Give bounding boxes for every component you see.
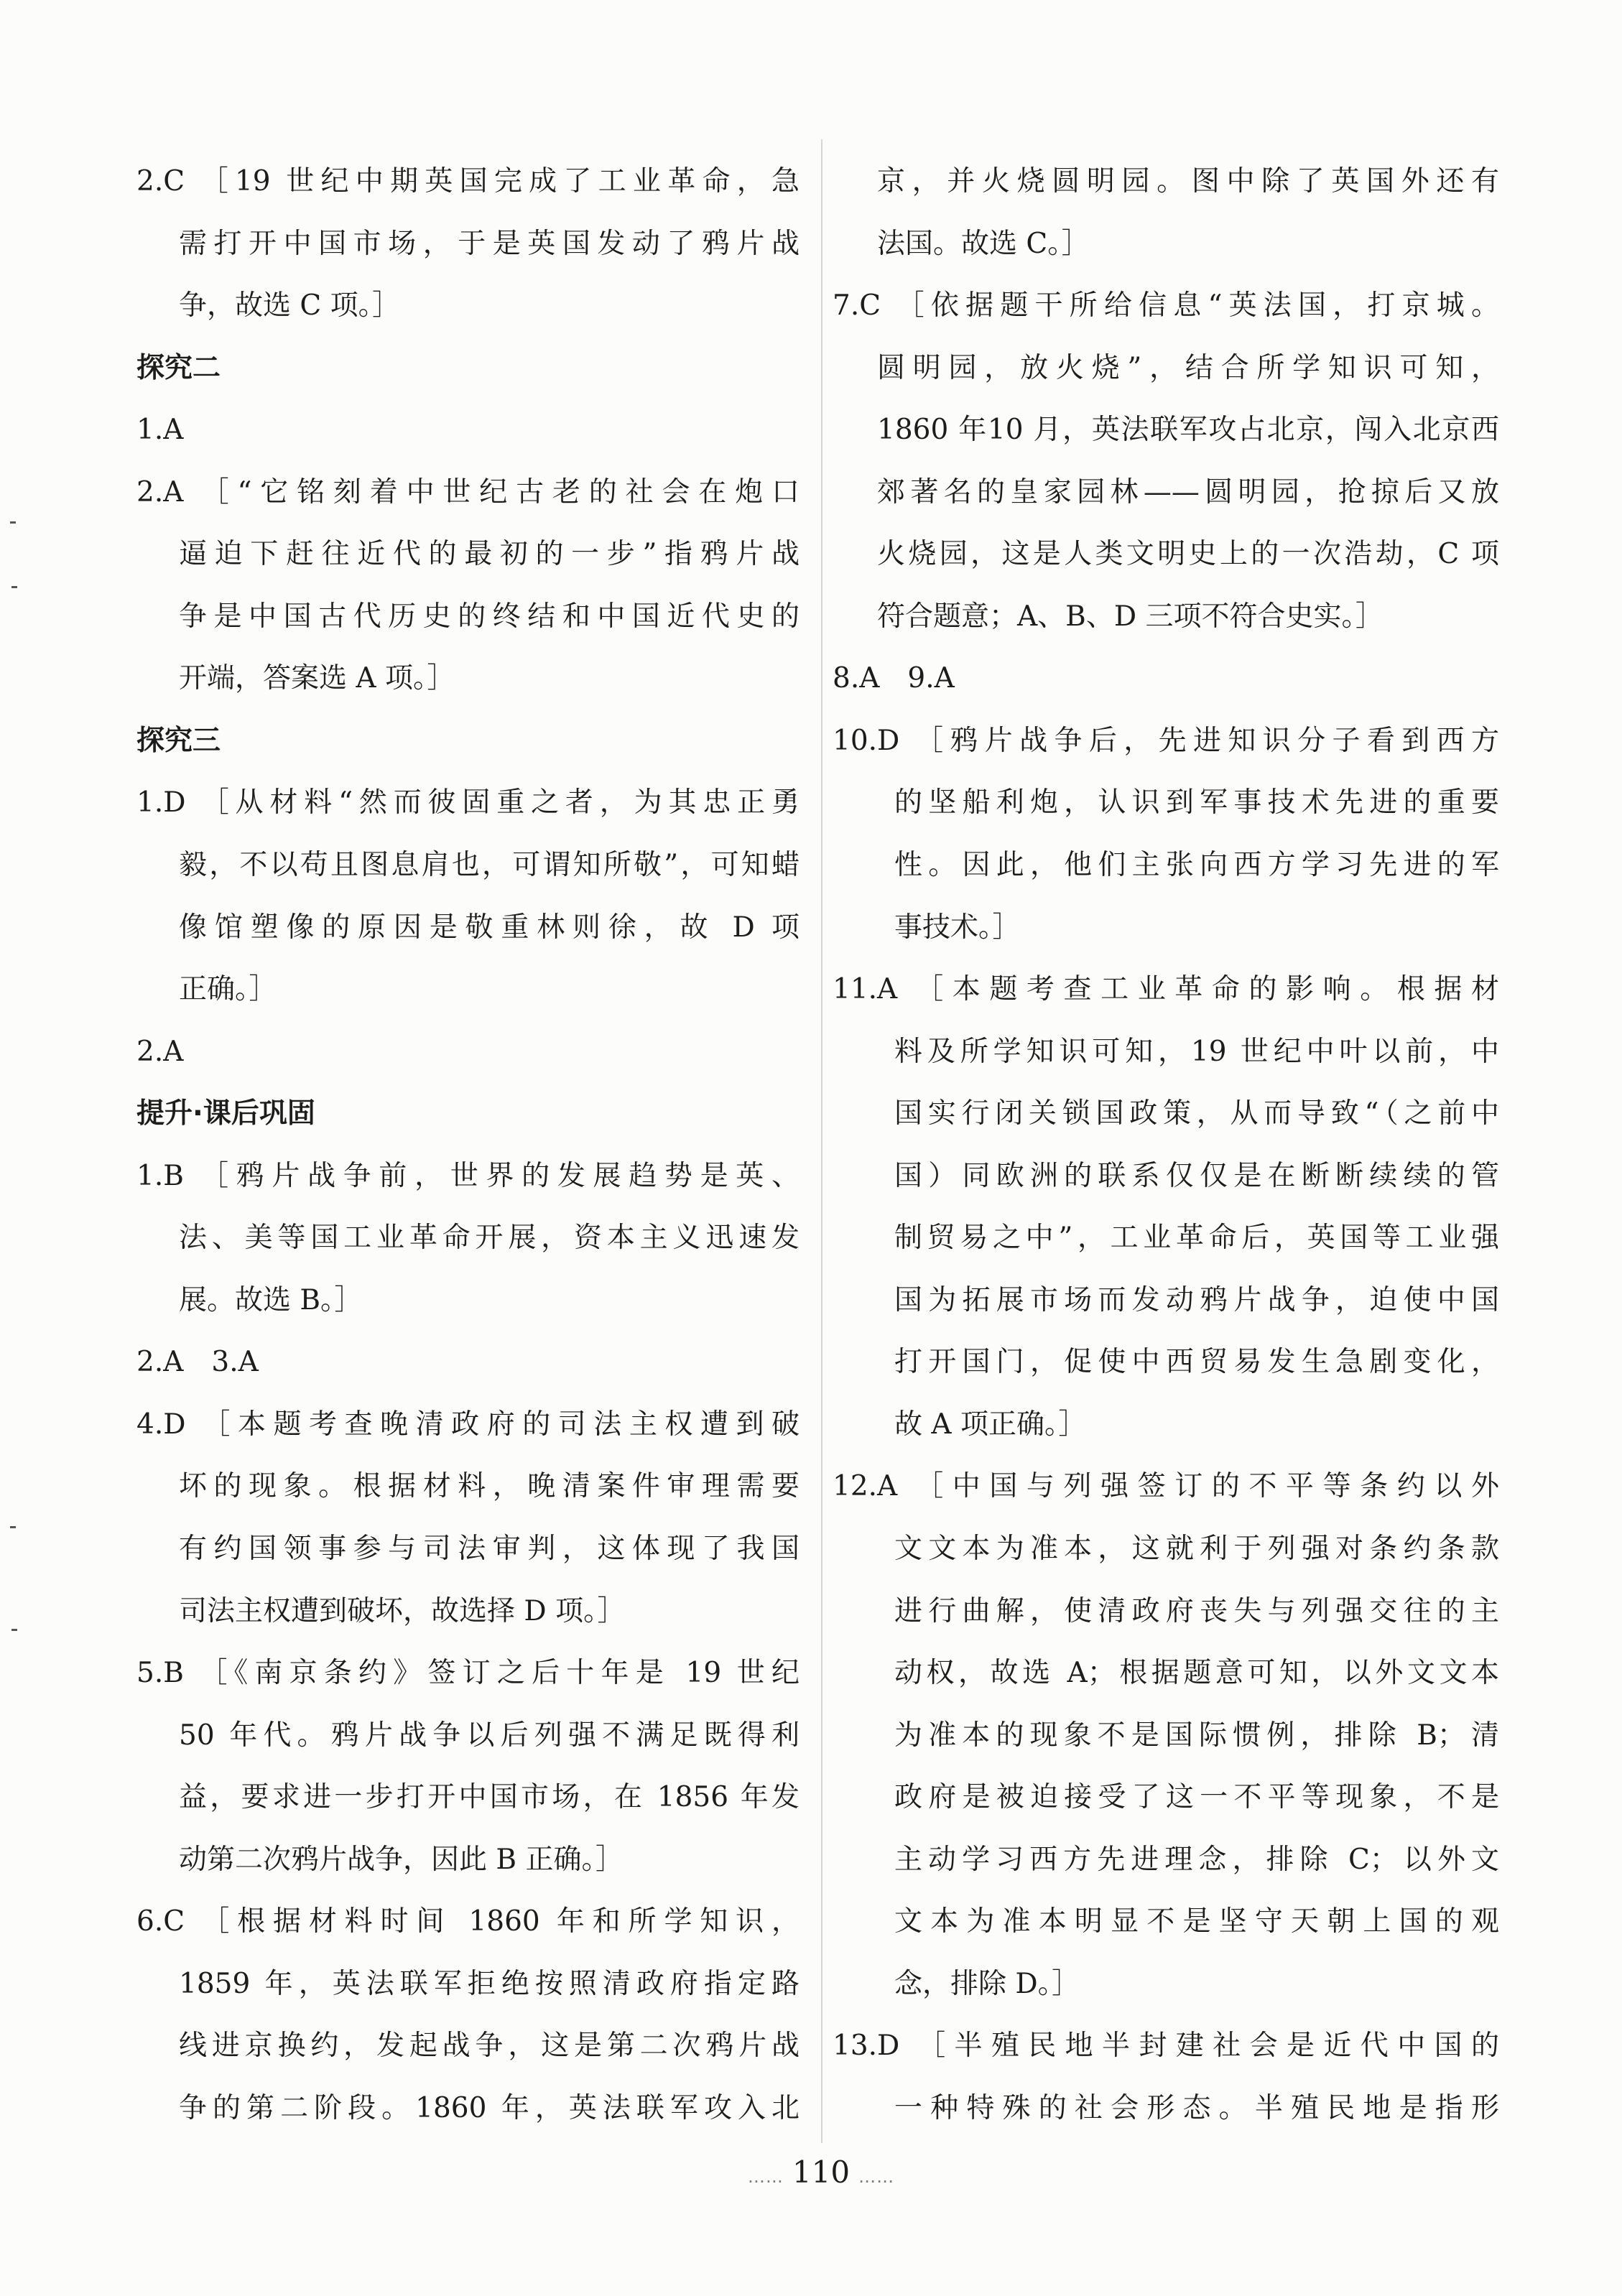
answer-line: 文文本为准本，这就利于列强对条约条款: [894, 1533, 1499, 1566]
answer-line: 1.D ［从材料“然而彼固重之者，为其忠正勇: [136, 786, 800, 819]
margin-mark: [10, 521, 16, 524]
answer-line: 国实行闭关锁国政策，从而导致“（之前中: [894, 1097, 1499, 1130]
answer-line: 有约国领事参与司法审判，这体现了我国: [179, 1533, 800, 1566]
section-heading: 探究三: [136, 724, 221, 757]
answer-line: 符合题意；A、B、D 三项不符合史实。］: [877, 600, 1384, 633]
answer-line: 一种特殊的社会形态。半殖民地是指形: [894, 2091, 1499, 2124]
answer-line: 料及所学知识可知，19 世纪中叶以前，中: [894, 1035, 1499, 1068]
section-heading: 探究二: [136, 351, 221, 384]
answer-line: 8.A 9.A: [833, 662, 955, 695]
answer-line: 2.A ［“它铭刻着中世纪古老的社会在炮口: [136, 475, 800, 508]
answer-item: [833, 959, 1499, 1456]
answer-item: [136, 1331, 800, 1394]
answer-line: 益，要求进一步打开中国市场，在 1856 年发: [179, 1781, 800, 1814]
answer-line: 郊著名的皇家园林——圆明园，抢掠后又放: [877, 475, 1499, 508]
answer-line: 坏的现象。根据材料，晚清案件审理需要: [179, 1470, 800, 1503]
answer-line: 打开国门，促使中西贸易发生急剧变化，: [894, 1346, 1499, 1379]
answer-item: [136, 462, 800, 710]
answer-line: 文本为准本明显不是坚守天朝上国的观: [894, 1905, 1499, 1938]
answer-line: 6.C ［根据材料时间 1860 年和所学知识，: [136, 1905, 800, 1938]
answer-line: 5.B ［《南京条约》签订之后十年是 19 世纪: [136, 1657, 800, 1690]
answer-line: 2.C ［19 世纪中期英国完成了工业革命，急: [136, 165, 800, 197]
page-footer: [647, 2155, 995, 2202]
answer-line: 毅，不以苟且图息肩也，可谓知所敬”，可知蜡: [179, 849, 800, 882]
answer-line: 13.D ［半殖民地半封建社会是近代中国的: [833, 2030, 1499, 2063]
answer-item: [833, 648, 1499, 710]
answer-line: 动权，故选 A；根据题意可知，以外文文本: [894, 1657, 1499, 1690]
footer-dots-left: ……: [747, 2167, 784, 2187]
answer-item: [833, 1456, 1499, 2015]
answer-line: 故 A 项正确。］: [894, 1408, 1087, 1441]
answer-line: 司法主权遭到破坏，故选择 D 项。］: [179, 1594, 626, 1627]
answer-line: 1860 年10 月，英法联军攻占北京，闯入北京西: [877, 414, 1499, 447]
answer-line: 的坚船利炮，认识到军事技术先进的重要: [894, 786, 1499, 819]
answer-line: 正确。］: [179, 973, 277, 1006]
footer-dots-right: ……: [858, 2167, 895, 2187]
answer-line: 京，并火烧圆明园。图中除了英国外还有: [877, 165, 1499, 197]
answer-item: [833, 710, 1499, 959]
answer-line: 1.A: [136, 414, 184, 447]
answer-line: 4.D ［本题考查晚清政府的司法主权遭到破: [136, 1408, 800, 1441]
answer-line: 1859 年，英法联军拒绝按照清政府指定路: [179, 1967, 800, 2000]
answer-line: 1.B ［鸦片战争前，世界的发展趋势是英、: [136, 1159, 800, 1192]
answer-item: [136, 772, 800, 1021]
answer-line: 法、美等国工业革命开展，资本主义迅速发: [179, 1222, 800, 1255]
answer-item: [136, 1891, 800, 2139]
answer-line: 50 年代。鸦片战争以后列强不满足既得利: [179, 1719, 800, 1752]
answer-line: 为准本的现象不是国际惯例，排除 B；清: [894, 1719, 1499, 1752]
answer-line: 开端，答案选 A 项。］: [179, 662, 455, 695]
margin-mark: [11, 586, 17, 588]
margin-mark: [10, 1526, 16, 1528]
answer-item: [136, 1145, 800, 1332]
answer-item: [833, 275, 1499, 648]
answer-line: 国）同欧洲的联系仅仅是在断断续续的管: [894, 1159, 1499, 1192]
answer-line: 争的第二阶段。1860 年，英法联军攻入北: [179, 2091, 800, 2124]
answer-line: 主动学习西方先进理念，排除 C；以外文: [894, 1843, 1499, 1876]
answer-line: 法国。故选 C。］: [877, 227, 1090, 260]
answer-line: 像馆塑像的原因是敬重林则徐，故 D 项: [179, 911, 800, 944]
left-column: [136, 151, 800, 2140]
right-column: [833, 151, 1499, 2140]
answer-line: 逼迫下赶往近代的最初的一步”指鸦片战: [179, 538, 800, 571]
answer-line: 火烧园，这是人类文明史上的一次浩劫，C 项: [877, 538, 1499, 571]
answer-line: 争是中国古代历史的终结和中国近代史的: [179, 600, 800, 633]
answer-line: 12.A ［中国与列强签订的不平等条约以外: [833, 1470, 1499, 1503]
answer-line: 进行曲解，使清政府丧失与列强交往的主: [894, 1594, 1499, 1627]
answer-line: 2.A 3.A: [136, 1346, 259, 1379]
answer-line: 需打开中国市场，于是英国发动了鸦片战: [179, 227, 800, 260]
answer-line: 11.A ［本题考查工业革命的影响。根据材: [833, 973, 1499, 1006]
answer-line: 动第二次鸦片战争，因此 B 正确。］: [179, 1843, 624, 1876]
answer-item: [136, 151, 800, 338]
answer-line: 争，故选 C 项。］: [179, 289, 401, 322]
answer-line: 制贸易之中”，工业革命后，英国等工业强: [894, 1222, 1499, 1255]
answer-line: 10.D ［鸦片战争后，先进知识分子看到西方: [833, 724, 1499, 757]
answer-item: [136, 1021, 800, 1084]
answer-line: 展。故选 B。］: [179, 1283, 363, 1316]
answer-item: [136, 1394, 800, 1642]
margin-mark: [11, 1629, 17, 1631]
answer-line: 2.A: [136, 1035, 184, 1068]
answer-line: 性。因此，他们主张向西方学习先进的军: [894, 849, 1499, 882]
answer-line: 事技术。］: [894, 911, 1021, 944]
page-number: 110: [792, 2155, 851, 2190]
answer-item: [136, 1642, 800, 1891]
section-heading: 提升·课后巩固: [136, 1097, 315, 1130]
answer-line: 线进京换约，发起战争，这是第二次鸦片战: [179, 2030, 800, 2063]
answer-line: 国为拓展市场而发动鸦片战争，迫使中国: [894, 1283, 1499, 1316]
answer-line: 念，排除 D。］: [894, 1967, 1080, 2000]
answer-line: 政府是被迫接受了这一不平等现象，不是: [894, 1781, 1499, 1814]
answer-item: [136, 399, 800, 462]
answer-line: 7.C ［依据题干所给信息“英法国，打京城。: [833, 289, 1499, 322]
answer-item-continued: [833, 151, 1499, 275]
answer-item: [833, 2015, 1499, 2139]
column-divider: [821, 139, 822, 2143]
answer-line: 圆明园，放火烧”，结合所学知识可知，: [877, 351, 1499, 384]
